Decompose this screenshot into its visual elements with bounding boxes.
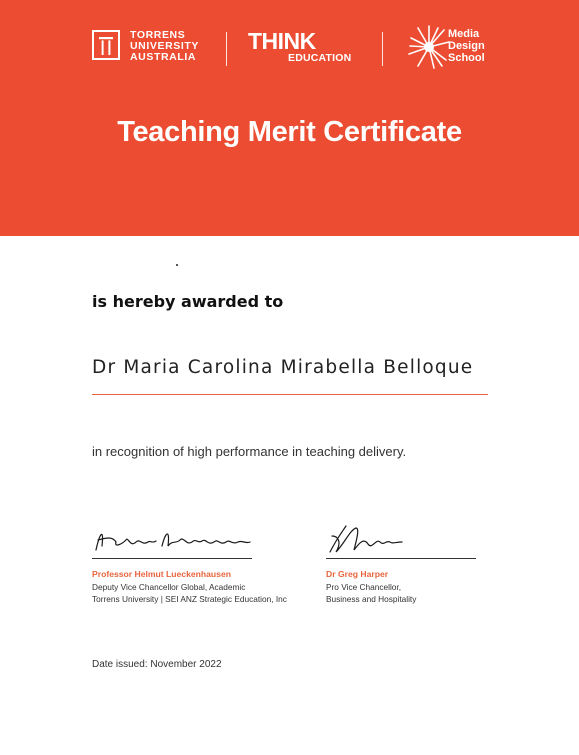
date-issued: Date issued: November 2022 — [92, 659, 222, 670]
mds-line: Media — [448, 28, 480, 40]
signature-1-line — [92, 558, 252, 559]
signatory-1-name: Professor Helmut Lueckenhausen — [92, 569, 231, 579]
torrens-line: AUSTRALIA — [130, 51, 197, 63]
role-line: Business and Hospitality — [326, 594, 417, 604]
role-line: Pro Vice Chancellor, — [326, 582, 402, 592]
recipient-name: Dr Maria Carolina Mirabella Belloque — [92, 357, 474, 378]
certificate-title: Teaching Merit Certificate — [117, 116, 462, 148]
think-wordmark: THINK — [248, 28, 316, 54]
recognition-text: in recognition of high performance in teaching delivery. — [92, 444, 407, 459]
torrens-emblem-icon — [92, 30, 120, 60]
mds-line: Design — [448, 40, 485, 52]
logo-divider — [226, 32, 227, 66]
torrens-line: TORRENS — [130, 29, 186, 41]
signatory-1-role — [92, 581, 287, 605]
think-education-logo — [248, 30, 351, 64]
education-wordmark: EDUCATION — [288, 52, 352, 64]
signatory-2 — [326, 522, 476, 605]
torrens-logo — [92, 30, 232, 70]
signatory-2-name: Dr Greg Harper — [326, 569, 389, 579]
torrens-t-icon — [99, 37, 113, 55]
header-banner — [0, 0, 579, 236]
signature-2-image — [326, 522, 476, 556]
mds-line: School — [448, 52, 485, 64]
torrens-line: UNIVERSITY — [130, 40, 200, 52]
signatory-1 — [92, 522, 287, 605]
awarded-label: is hereby awarded to — [92, 292, 284, 311]
recipient-underline — [92, 394, 488, 395]
signature-1-image — [92, 522, 252, 556]
stray-dot — [176, 264, 178, 266]
role-line: Torrens University | SEI ANZ Strategic Education, Inc — [92, 594, 287, 604]
signature-2-line — [326, 558, 476, 559]
logo-divider — [382, 32, 383, 66]
starburst-icon — [408, 24, 450, 70]
role-line: Deputy Vice Chancellor Global, Academic — [92, 582, 246, 592]
media-design-school-logo — [408, 24, 498, 72]
signatory-2-role — [326, 581, 476, 605]
mds-wordmark — [448, 28, 485, 64]
torrens-wordmark — [130, 30, 199, 63]
partner-logos — [92, 24, 492, 72]
